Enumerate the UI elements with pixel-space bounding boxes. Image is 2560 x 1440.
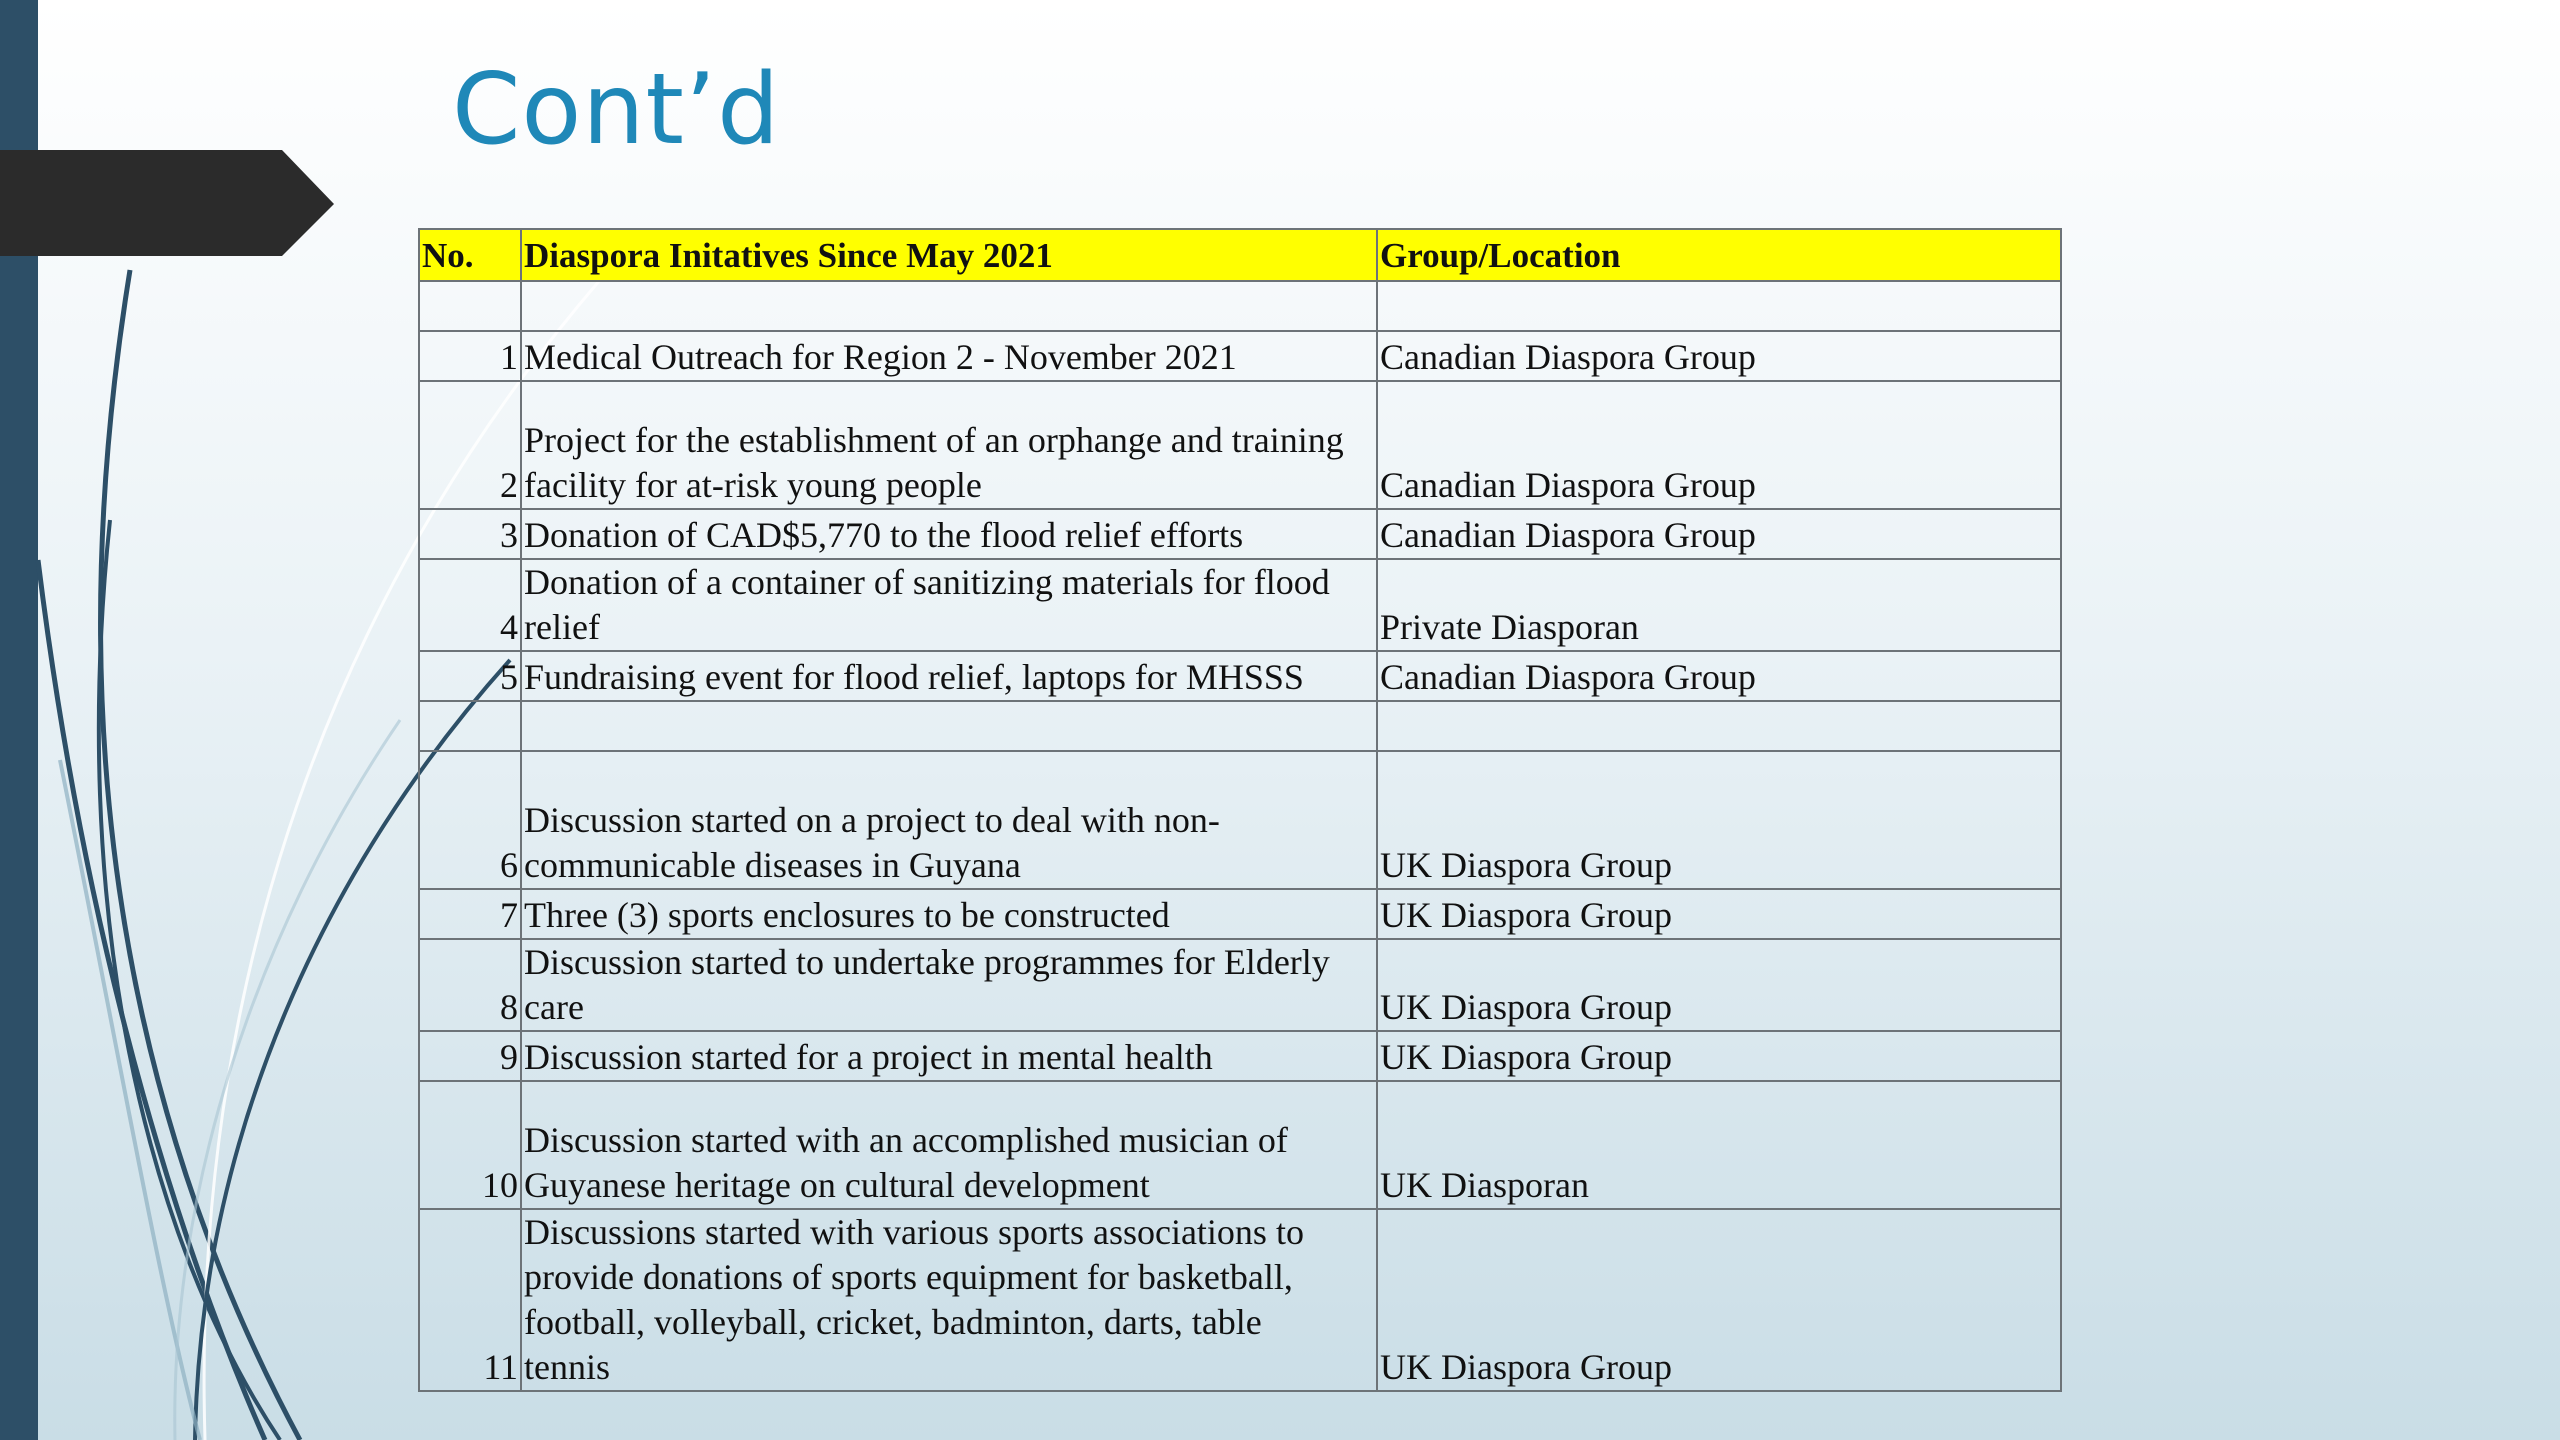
row-group: Canadian Diaspora Group	[1377, 381, 2061, 509]
row-initiative: Donation of CAD$5,770 to the flood relief efforts	[521, 509, 1377, 559]
row-group: Canadian Diaspora Group	[1377, 651, 2061, 701]
row-number: 11	[419, 1209, 521, 1391]
row-group: Private Diasporan	[1377, 559, 2061, 651]
table-row	[419, 559, 2061, 651]
row-number: 5	[419, 651, 521, 701]
row-initiative: Fundraising event for flood relief, laptops for MHSSS	[521, 651, 1377, 701]
left-accent-bar	[0, 0, 38, 1440]
slide-title: Cont’d	[452, 53, 781, 167]
table-row	[419, 939, 2061, 1031]
table-row	[419, 701, 2061, 751]
row-group: Canadian Diaspora Group	[1377, 331, 2061, 381]
row-initiative	[521, 701, 1377, 751]
table-row	[419, 1209, 2061, 1391]
row-group: UK Diaspora Group	[1377, 939, 2061, 1031]
row-group: UK Diaspora Group	[1377, 751, 2061, 889]
table-row	[419, 889, 2061, 939]
table-row	[419, 509, 2061, 559]
row-number: 1	[419, 331, 521, 381]
row-number: 4	[419, 559, 521, 651]
row-number: 8	[419, 939, 521, 1031]
row-initiative	[521, 281, 1377, 331]
row-initiative: Discussion started to undertake programmes for Elderly care	[521, 939, 1377, 1031]
row-number: 2	[419, 381, 521, 509]
header-no: No.	[419, 229, 521, 281]
row-initiative: Three (3) sports enclosures to be constructed	[521, 889, 1377, 939]
row-initiative: Discussion started with an accomplished musician of Guyanese heritage on cultural development	[521, 1081, 1377, 1209]
row-initiative: Medical Outreach for Region 2 - November 2021	[521, 331, 1377, 381]
table-row	[419, 381, 2061, 509]
row-group: UK Diasporan	[1377, 1081, 2061, 1209]
row-number: 9	[419, 1031, 521, 1081]
initiatives-table	[418, 228, 2062, 1392]
table-row	[419, 281, 2061, 331]
row-number: 3	[419, 509, 521, 559]
table-row	[419, 751, 2061, 889]
table-row	[419, 1031, 2061, 1081]
header-initiative: Diaspora Initatives Since May 2021	[521, 229, 1377, 281]
row-group: Canadian Diaspora Group	[1377, 509, 2061, 559]
header-group: Group/Location	[1377, 229, 2061, 281]
row-initiative: Donation of a container of sanitizing materials for flood relief	[521, 559, 1377, 651]
table-row	[419, 651, 2061, 701]
table-row	[419, 1081, 2061, 1209]
row-initiative: Project for the establishment of an orphange and training facility for at-risk young people	[521, 381, 1377, 509]
table-row	[419, 331, 2061, 381]
row-initiative: Discussions started with various sports associations to provide donations of sports equipment for basketball, football, volleyball, cricket, badminton, darts, table tennis	[521, 1209, 1377, 1391]
row-group	[1377, 701, 2061, 751]
row-number: 7	[419, 889, 521, 939]
table-header-row	[419, 229, 2061, 281]
row-group: UK Diaspora Group	[1377, 1209, 2061, 1391]
row-number: 10	[419, 1081, 521, 1209]
row-number: 6	[419, 751, 521, 889]
row-group: UK Diaspora Group	[1377, 1031, 2061, 1081]
row-initiative: Discussion started on a project to deal with non- communicable diseases in Guyana	[521, 751, 1377, 889]
row-initiative: Discussion started for a project in mental health	[521, 1031, 1377, 1081]
row-number	[419, 281, 521, 331]
row-number	[419, 701, 521, 751]
row-group: UK Diaspora Group	[1377, 889, 2061, 939]
row-group	[1377, 281, 2061, 331]
